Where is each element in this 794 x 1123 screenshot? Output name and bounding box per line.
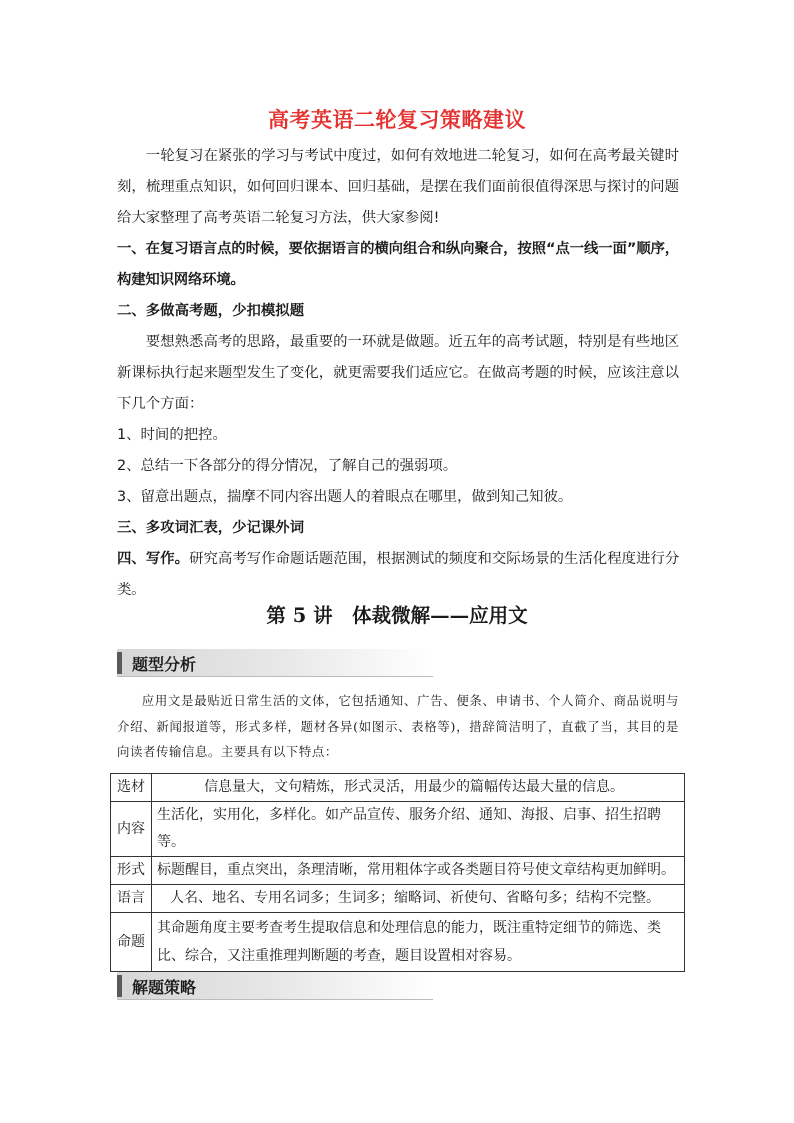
point-4 (117, 544, 679, 606)
section-header-analysis (117, 649, 433, 677)
article-body (117, 141, 679, 606)
list-item: 1、时间的把控。 (117, 427, 227, 443)
section-label: 解题策略 (132, 978, 197, 997)
analysis-paragraph: 应用文是最贴近日常生活的文体，它包括通知、广告、便条、申请书、个人简介、商品说明与介绍、新闻报道等，形式多样，题材各异(如图示、表格等)，措辞简洁明了，直截了当，其目的是向读者传输信息。主要具有以下特点： (117, 693, 679, 759)
section-header-strategy (117, 972, 433, 1000)
table-key: 命题 (111, 913, 152, 972)
point-1: 一、在复习语言点的时候，要依据语言的横向组合和纵向聚合，按照“点一线一面”顺序，构建知识网络环境。 (117, 241, 679, 288)
table-value: 信息量大，文句精炼，形式灵活，用最少的篇幅传达最大量的信息。 (152, 774, 685, 802)
table-key: 语言 (111, 885, 152, 913)
table-key: 选材 (111, 774, 152, 802)
section-marker (117, 652, 122, 674)
point-4-label: 四、写作。 (117, 551, 190, 567)
table-key: 形式 (111, 857, 152, 885)
table-row (111, 774, 685, 802)
intro-paragraph: 一轮复习在紧张的学习与考试中度过，如何有效地进二轮复习，如何在高考最关键时刻，梳理重点知识，如何回归课本、回归基础，是摆在我们面前很值得深思与探讨的问题给大家整理了高考英语二轮复习方法，供大家参阅! (117, 148, 679, 226)
table-row (111, 802, 685, 857)
page-title: 高考英语二轮复习策略建议 (268, 108, 526, 132)
section-marker (117, 975, 122, 997)
point-3-heading: 三、多攻词汇表，少记课外词 (117, 520, 305, 536)
list-item: 3、留意出题点，揣摩不同内容出题人的着眼点在哪里，做到知己知彼。 (117, 489, 573, 505)
lecture-title: 第 5 讲 体裁微解——应用文 (266, 604, 528, 627)
table-value: 其命题角度主要考查考生提取信息和处理信息的能力，既注重特定细节的筛选、类比、综合，又注重推理判断题的考查，题目设置相对容易。 (152, 913, 685, 972)
table-value: 标题醒目，重点突出，条理清晰，常用粗体字或各类题目符号使文章结构更加鲜明。 (152, 857, 685, 885)
table-row (111, 885, 685, 913)
section-label: 题型分析 (132, 655, 197, 674)
table-row (111, 857, 685, 885)
point-2-body: 要想熟悉高考的思路，最重要的一环就是做题。近五年的高考试题，特别是有些地区新课标执行起来题型发生了变化，就更需要我们适应它。在做高考题的时候，应该注意以下几个方面： (117, 334, 679, 412)
table-value: 人名、地名、专用名词多；生词多；缩略词、祈使句、省略句多；结构不完整。 (152, 885, 685, 913)
table-row (111, 913, 685, 972)
table-value: 生活化，实用化，多样化。如产品宣传、服务介绍、通知、海报、启事、招生招聘等。 (152, 802, 685, 857)
list-item: 2、总结一下各部分的得分情况，了解自己的强弱项。 (117, 458, 458, 474)
point-2-heading: 二、多做高考题，少扣模拟题 (117, 303, 305, 319)
features-table (110, 773, 685, 972)
table-key: 内容 (111, 802, 152, 857)
point-4-text: 研究高考写作命题话题范围，根据测试的频度和交际场景的生活化程度进行分类。 (117, 551, 679, 598)
